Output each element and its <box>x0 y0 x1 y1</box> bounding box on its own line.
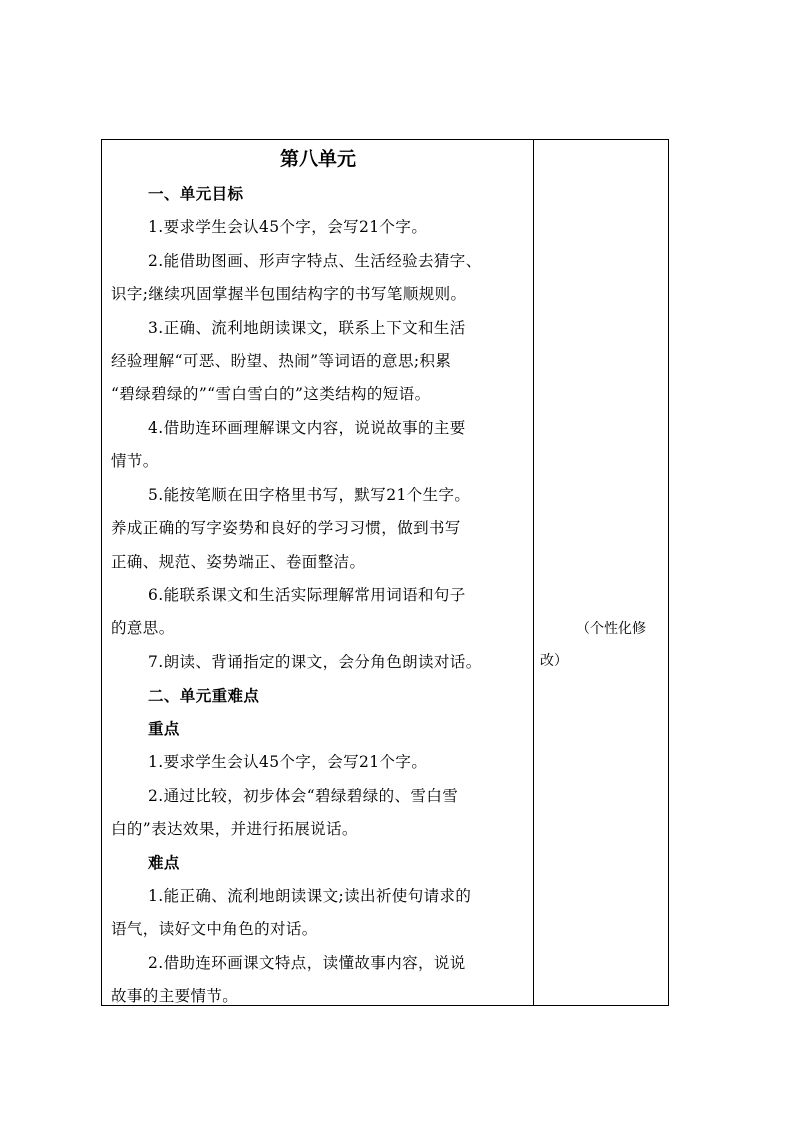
difficult-item: 1.能正确、流利地朗读课文;读出祈使句请求的 <box>148 887 472 905</box>
goal-item: 2.能借助图画、形声字特点、生活经验去猜字、 <box>148 252 482 270</box>
goal-item-cont: 情节。 <box>111 452 159 470</box>
lesson-plan-table <box>101 139 669 1006</box>
goal-item: 6.能联系课文和生活实际理解常用词语和句子 <box>148 586 466 604</box>
difficult-item: 2.借助连环画课文特点，读懂故事内容，说说 <box>148 954 466 972</box>
goal-item: 1.要求学生会认45个字，会写21个字。 <box>148 218 428 236</box>
difficult-item-cont: 语气，读好文中角色的对话。 <box>111 920 318 938</box>
side-note-line1: （个性化修 <box>576 621 646 637</box>
goal-item: 4.借助连环画理解课文内容，说说故事的主要 <box>148 419 466 437</box>
page-title: 第八单元 <box>279 148 356 170</box>
difficult-item-cont: 故事的主要情节。 <box>111 987 239 1005</box>
key-item-cont: 白的”表达效果，并进行拓展说话。 <box>111 820 358 838</box>
subheading-key: 重点 <box>148 719 180 738</box>
content-cell <box>102 140 534 1005</box>
goal-item-cont: 经验理解“可恶、盼望、热闹”等词语的意思;积累 <box>111 352 452 370</box>
goal-item: 7.朗读、背诵指定的课文，会分角色朗读对话。 <box>148 653 482 671</box>
goal-item-cont: 正确、规范、姿势端正、卷面整洁。 <box>111 553 366 571</box>
key-item: 2.通过比较，初步体会“碧绿碧绿的、雪白雪 <box>148 787 459 805</box>
goal-item: 3.正确、流利地朗读课文，联系上下文和生活 <box>148 319 466 337</box>
subheading-difficult: 难点 <box>148 853 180 872</box>
goal-item: 5.能按笔顺在田字格里书写，默写21个生字。 <box>148 486 471 504</box>
goal-item-cont: 的意思。 <box>111 619 175 637</box>
section-heading-keypoints: 二、单元重难点 <box>148 686 260 705</box>
key-item: 1.要求学生会认45个字，会写21个字。 <box>148 753 428 771</box>
section-heading-goals: 一、单元目标 <box>148 184 244 203</box>
goal-item-cont: “碧绿碧绿的”“雪白雪白的”这类结构的短语。 <box>111 385 431 403</box>
goal-item-cont: 养成正确的写字姿势和良好的学习习惯，做到书写 <box>111 519 461 537</box>
goal-item-cont: 识字;继续巩固掌握半包围结构字的书写笔顺规则。 <box>111 285 467 303</box>
personalized-notes-cell <box>534 140 668 1005</box>
side-note-line2: 改） <box>540 653 568 669</box>
